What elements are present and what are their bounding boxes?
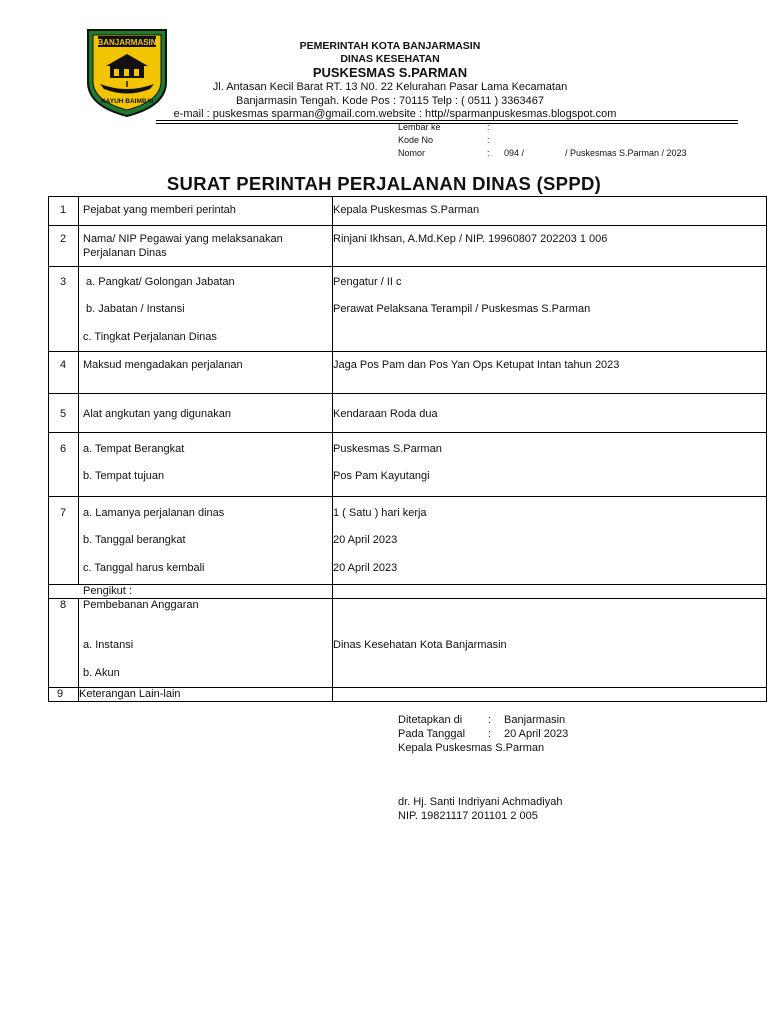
row-label: a. Instansi <box>83 639 134 651</box>
row-label: b. Tempat tujuan <box>83 470 165 482</box>
meta-lembar-label: Lembar ke <box>398 122 441 132</box>
signature-ditetapkan-value: Banjarmasin <box>504 714 566 726</box>
table-rule <box>48 496 767 497</box>
row-value: Pos Pam Kayutangi <box>333 470 430 482</box>
row-label: Keterangan Lain-lain <box>79 688 181 700</box>
row-label: c. Tanggal harus kembali <box>83 562 205 574</box>
row-value: Perawat Pelaksana Terampil / Puskesmas S.Parman <box>333 303 591 315</box>
row-label: a. Lamanya perjalanan dinas <box>83 507 225 519</box>
row-number: 9 <box>57 688 64 700</box>
row-label: Pembebanan Anggaran <box>83 599 199 611</box>
table-border-top <box>48 196 767 197</box>
row-value: Rinjani Ikhsan, A.Md.Kep / NIP. 19960807 202203 1 006 <box>333 233 608 245</box>
meta-nomor-suffix: / Puskesmas S.Parman / 2023 <box>565 148 687 158</box>
signature-tanggal-colon: : <box>488 728 492 740</box>
row-label-pengikut: Pengikut : <box>83 585 132 597</box>
meta-nomor-colon: : <box>487 148 490 158</box>
signature-jabatan: Kepala Puskesmas S.Parman <box>398 742 545 754</box>
table-border-bottom <box>48 701 767 702</box>
row-value: Pengatur / II c <box>333 276 402 288</box>
meta-kode-colon: : <box>487 135 490 145</box>
row-label: a. Tempat Berangkat <box>83 443 185 455</box>
row-label: Nama/ NIP Pegawai yang melaksanakan <box>83 233 283 245</box>
table-rule <box>48 225 767 226</box>
row-label: b. Tanggal berangkat <box>83 534 186 546</box>
row-value: Puskesmas S.Parman <box>333 443 442 455</box>
table-rule <box>48 266 767 267</box>
table-rule <box>48 351 767 352</box>
signature-ditetapkan-colon: : <box>488 714 492 726</box>
banjarmasin-city-crest-logo <box>84 26 170 118</box>
meta-nomor-label: Nomor <box>398 148 426 158</box>
signature-nip: NIP. 19821117 201101 2 005 <box>398 810 538 822</box>
header-divider-thin <box>156 123 738 124</box>
row-label: Maksud mengadakan perjalanan <box>83 359 243 371</box>
row-label: b. Jabatan / Instansi <box>83 303 185 315</box>
signature-ditetapkan-label: Ditetapkan di <box>398 714 463 726</box>
signature-nama: dr. Hj. Santi Indriyani Achmadiyah <box>398 796 563 808</box>
row-label: Perjalanan Dinas <box>83 247 167 259</box>
header-address-line: Jl. Antasan Kecil Barat RT. 13 N0. 22 Kelurahan Pasar Lama Kecamatan <box>212 81 568 93</box>
signature-tanggal-label: Pada Tanggal <box>398 728 466 740</box>
row-label: Alat angkutan yang digunakan <box>83 408 232 420</box>
row-number: 7 <box>59 507 67 519</box>
row-value: 1 ( Satu ) hari kerja <box>333 507 427 519</box>
header-government-name: PEMERINTAH KOTA BANJARMASIN <box>299 40 481 52</box>
header-email-website-line: e-mail : puskesmas sparman@gmail.com.website : http//sparmanpuskesmas.blogspot.com <box>173 108 617 120</box>
logo-top-text: BANJARMASIN <box>97 38 157 47</box>
row-value: Jaga Pos Pam dan Pos Yan Ops Ketupat Intan tahun 2023 <box>333 359 620 371</box>
table-border-right <box>766 196 767 702</box>
row-label: Pejabat yang memberi perintah <box>83 204 236 216</box>
row-value: 20 April 2023 <box>333 534 398 546</box>
row-label: a. Pangkat/ Golongan Jabatan <box>83 276 235 288</box>
row-value: Dinas Kesehatan Kota Banjarmasin <box>333 639 507 651</box>
table-rule <box>48 584 767 585</box>
row-value: 20 April 2023 <box>333 562 398 574</box>
row-number: 5 <box>59 408 67 420</box>
row-number: 4 <box>59 359 67 371</box>
header-department-name: DINAS KESEHATAN <box>340 53 440 65</box>
table-col-rule <box>78 196 79 585</box>
row-number: 3 <box>59 276 67 288</box>
header-divider-thick <box>156 120 738 121</box>
sppd-table <box>48 196 767 702</box>
row-number: 8 <box>59 599 67 611</box>
row-label: b. Akun <box>83 667 120 679</box>
row-value: Kendaraan Roda dua <box>333 408 438 420</box>
row-number: 6 <box>59 443 67 455</box>
row-value: Kepala Puskesmas S.Parman <box>333 204 480 216</box>
meta-lembar-colon: : <box>487 122 490 132</box>
logo-bottom-text: KAYUH BAIMBAI <box>100 98 154 105</box>
signature-tanggal-value: 20 April 2023 <box>504 728 569 740</box>
row-number: 1 <box>59 204 67 216</box>
header-institution-name: PUSKESMAS S.PARMAN <box>312 65 468 80</box>
row-number: 2 <box>59 233 67 245</box>
meta-kode-label: Kode No <box>398 135 434 145</box>
document-title: SURAT PERINTAH PERJALANAN DINAS (SPPD) <box>166 173 602 194</box>
table-rule <box>48 393 767 394</box>
table-rule <box>48 432 767 433</box>
meta-nomor-value: 094 / <box>504 148 525 158</box>
row-label: c. Tingkat Perjalanan Dinas <box>83 331 217 343</box>
table-col-rule <box>78 598 79 702</box>
header-contact-line: Banjarmasin Tengah. Kode Pos : 70115 Telp : ( 0511 ) 3363467 <box>235 95 545 107</box>
